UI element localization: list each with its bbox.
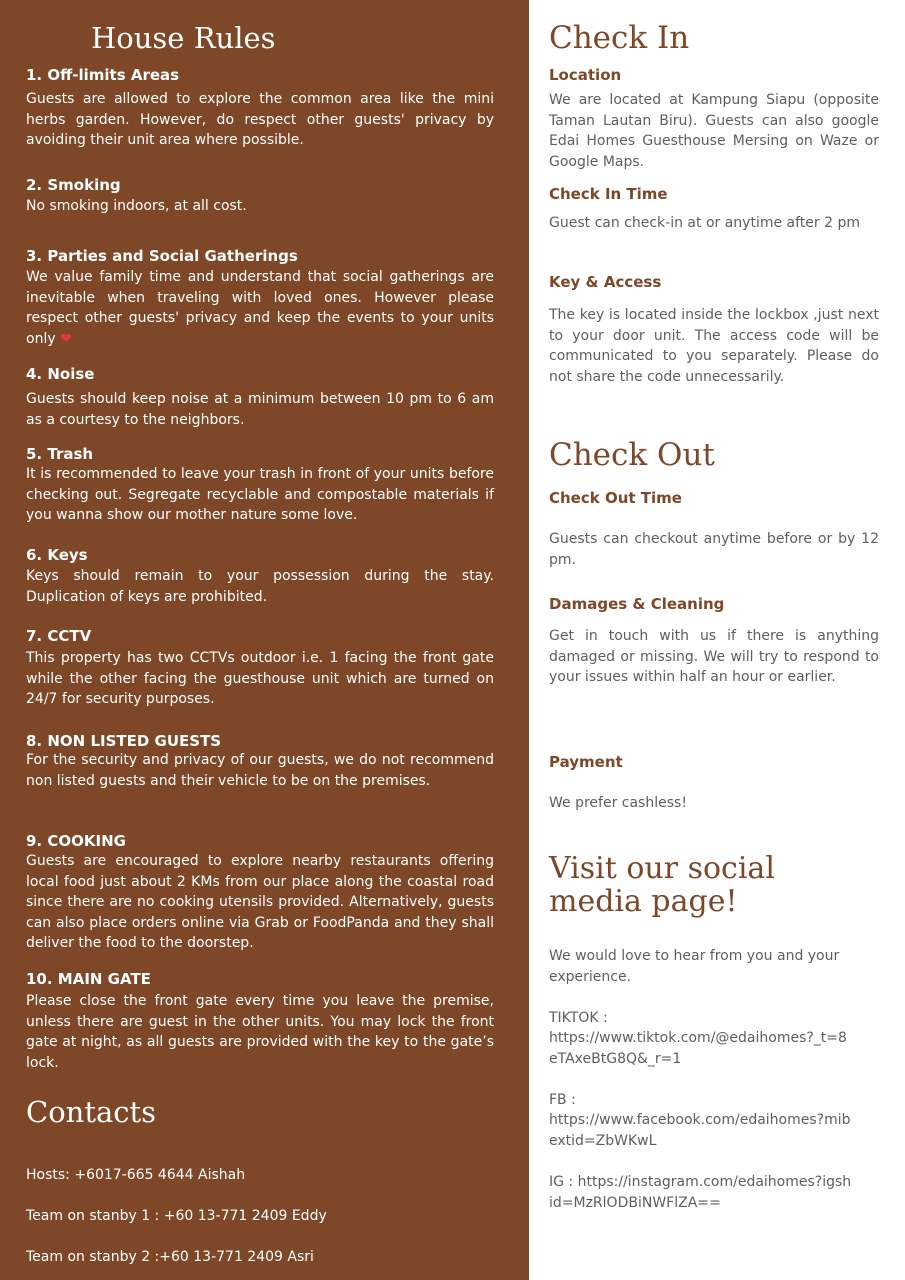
rule-10-title: 10. MAIN GATE xyxy=(26,970,151,988)
damages-body: Get in touch with us if there is anything damaged or missing. We will try to respond to your issues within half an hour or earlier. xyxy=(549,628,879,685)
tiktok-label: TIKTOK : xyxy=(549,1010,608,1026)
check-out-time-body: Guests can checkout anytime before or by 12 pm. xyxy=(549,531,879,568)
check-in-time-heading: Check In Time xyxy=(549,185,668,203)
rule-6-title: 6. Keys xyxy=(26,546,88,564)
key-access-heading: Key & Access xyxy=(549,273,662,291)
check-in-time-body: Guest can check-in at or anytime after 2 pm xyxy=(549,215,860,231)
check-out-title: Check Out xyxy=(549,437,715,473)
tiktok-link[interactable]: https://www.tiktok.com/@edaihomes?_t=8eTAxeBtG8Q&_r=1 xyxy=(549,1030,847,1067)
contact-standby-1: Team on stanby 1 : +60 13-771 2409 Eddy xyxy=(26,1208,327,1224)
rule-5-body: It is recommended to leave your trash in front of your units before checking out. Segregate recyclable and compostable materials if you wanna show our mother nature some love. xyxy=(26,466,494,523)
payment-body: We prefer cashless! xyxy=(549,795,687,811)
house-rules-title: House Rules xyxy=(91,21,276,55)
rule-4-body: Guests should keep noise at a minimum between 10 pm to 6 am as a courtesy to the neighbors. xyxy=(26,391,494,428)
rule-2-title: 2. Smoking xyxy=(26,176,121,194)
rule-9-body: Guests are encouraged to explore nearby restaurants offering local food just about 2 KMs from our place along the coastal road since there are no cooking utensils provided. Alternatively, guests can also place orders online via Grab or FoodPanda and they shall deliver the food to the doorstep. xyxy=(26,853,494,951)
rule-4-title: 4. Noise xyxy=(26,365,95,383)
rule-6-body: Keys should remain to your possession during the stay. Duplication of keys are prohibited. xyxy=(26,568,494,605)
fb-link[interactable]: https://www.facebook.com/edaihomes?mibextid=ZbWKwL xyxy=(549,1112,851,1149)
rule-9-title: 9. COOKING xyxy=(26,832,126,850)
heart-icon: ❤ xyxy=(60,330,72,347)
rule-8-body: For the security and privacy of our guests, we do not recommend non listed guests and their vehicle to be on the premises. xyxy=(26,752,494,789)
fb-label: FB : xyxy=(549,1092,576,1108)
rule-1-title: 1. Off-limits Areas xyxy=(26,66,180,84)
social-intro: We would love to hear from you and your experience. xyxy=(549,948,840,985)
rule-1-body: Guests are allowed to explore the common area like the mini herbs garden. However, do respect other guests' privacy by avoiding their unit area where possible. xyxy=(26,91,494,148)
rule-7-title: 7. CCTV xyxy=(26,627,92,645)
check-in-title: Check In xyxy=(549,20,690,56)
damages-heading: Damages & Cleaning xyxy=(549,595,725,613)
location-body: We are located at Kampung Siapu (opposite Taman Lautan Biru). Guests can also google Edai Homes Guesthouse Mersing on Waze or Google Maps. xyxy=(549,92,879,170)
rule-8-title: 8. NON LISTED GUESTS xyxy=(26,732,222,750)
social-title: Visit our social media page! xyxy=(549,851,775,919)
rule-5-title: 5. Trash xyxy=(26,445,94,463)
contacts-title: Contacts xyxy=(26,1095,157,1129)
contact-standby-2: Team on stanby 2 :+60 13-771 2409 Asri xyxy=(26,1249,314,1265)
check-out-time-heading: Check Out Time xyxy=(549,489,682,507)
location-heading: Location xyxy=(549,66,622,84)
rule-10-body: Please close the front gate every time you leave the premise, unless there are guest in the other units. You may lock the front gate at night, as all guests are provided with the key to the gate’s lock. xyxy=(26,993,494,1071)
ig-link[interactable]: IG : https://instagram.com/edaihomes?igshid=MzRlODBiNWFlZA== xyxy=(549,1174,852,1211)
rule-3-text: We value family time and understand that social gatherings are inevitable when traveling with loved ones. However please respect other guests' privacy and keep the events to your units only xyxy=(26,269,494,347)
contact-host: Hosts: +6017-665 4644 Aishah xyxy=(26,1167,246,1183)
rule-3-title: 3. Parties and Social Gatherings xyxy=(26,247,298,265)
rule-2-body: No smoking indoors, at all cost. xyxy=(26,198,247,214)
rule-3-body xyxy=(26,267,494,349)
key-access-body: The key is located inside the lockbox ,just next to your door unit. The access code will be communicated to you separately. Please do not share the code unnecessarily. xyxy=(549,307,879,385)
rule-7-body: This property has two CCTVs outdoor i.e. 1 facing the front gate while the other facing the guesthouse unit which are turned on 24/7 for security purposes. xyxy=(26,650,494,707)
payment-heading: Payment xyxy=(549,753,623,771)
